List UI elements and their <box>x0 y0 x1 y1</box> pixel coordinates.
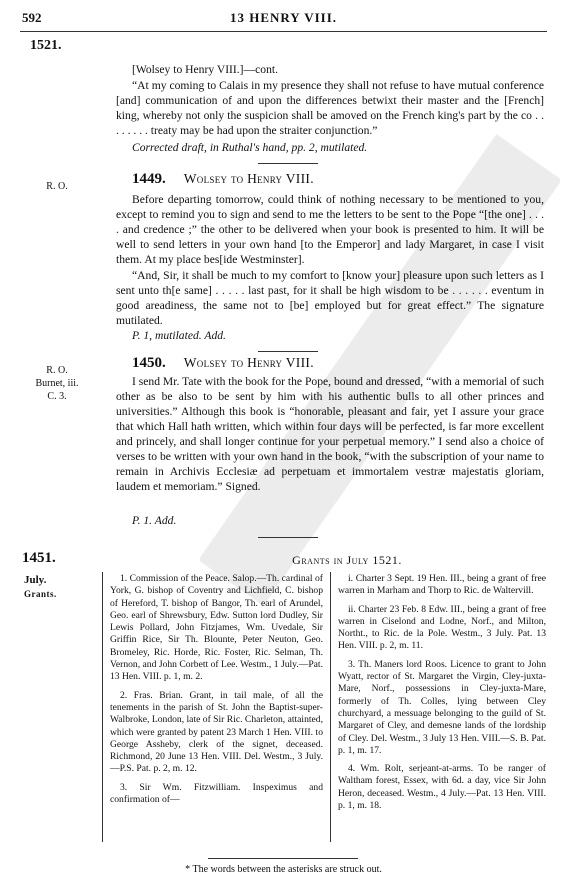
grants-left-column <box>110 573 323 812</box>
entry-1449-heading: Wolsey to Henry VIII. <box>183 171 314 186</box>
page-number: 592 <box>22 10 42 25</box>
entry-1451-number-text: 1451. <box>22 550 56 566</box>
margin-line: Grants. <box>24 589 57 599</box>
margin-line: R. O. <box>46 365 68 376</box>
section-divider <box>258 537 318 538</box>
grant-entry: 2. Fras. Brian. Grant, in tail male, of all the tenements in the parish of St. John the Baptist-super-Walbroke, London, late of Sir Ric. Charleton, attainted, which were granted by patent 23 March 1 Hen. VIII. to George Assheby, clerk of the signet, deceased. Richmond, 20 June 13 Hen. VIII. Del. Westm., 3 July.—P.S. Pat. p. 2, m. 12. <box>110 689 323 775</box>
footnote-rule <box>208 858 358 859</box>
continuation-note: Corrected draft, in Ruthal's hand, pp. 2, mutilated. <box>132 141 368 154</box>
entry-1451-margin <box>24 573 104 601</box>
grant-entry: 3. Sir Wm. Fitzwilliam. Inspeximus and confirmation of— <box>110 781 323 806</box>
grant-entry: 3. Th. Maners lord Roos. Licence to grant to John Wyatt, rector of St. Margaret the Virgin, Cley-juxta-Mare, Norf., possessions in Cley-juxta-Mare, formerly of Th. Colles, lying between Cley churchyard, a messuage belonging to the guild of St. Margaret of Cley, and demesne lands of the lordship of Cley. Del. Westm., 3 July 13 Hen. VIII.—S. B. Pat. p. 1, m. 17. <box>338 658 546 756</box>
margin-line: Burnet, iii. <box>35 378 79 389</box>
entry-1450-heading-row <box>132 354 544 372</box>
entry-1451-heading: Grants in July 1521. <box>292 553 402 567</box>
entry-1450-para: I send Mr. Tate with the book for the Pope, bound and dressed, “with a memorial of such other as be also to be sent by him with his authentic bulls to all other princes and universities.” Although this book is “honorable, pleasant and fair, yet I assure your grace that which Hall hath written, which within four days will be perfected, is far more excellent and princely, and shall longer continue for your perpetual memory.” I send also a choice of verses to be written with your own hand in the book, “with the subscription of your name to remain in Archivis Ecclesiæ ad perpetuam et immortalem vestræ majestatis gloriam, laudem et memoriam.” Signed. <box>116 375 544 493</box>
grant-entry: 4. Wm. Rolt, serjeant-at-arms. To be ranger of Waltham forest, Essex, with 6d. a day, vice Sir John Heron, deceased. Westm., 4 July.—Pat. 13 Hen. VIII. p. 1, m. 18. <box>338 763 546 812</box>
entry-1449-margin: R. O. <box>46 181 68 192</box>
entry-1450-margin <box>22 364 92 403</box>
year-label: 1521. <box>30 38 62 53</box>
entry-1449-number: 1449. <box>132 171 166 187</box>
margin-line: July. <box>24 574 47 586</box>
continuation-text: “At my coming to Calais in my presence they shall not refuse to have mutual conference [and] communication of and upon the differences betwixt their master and the [French] king, whereby not only the suspicion shall be amoved on the French king's part by the co . . . . . . . . treaty may be had upon the straiter conjunction.” <box>116 79 544 137</box>
entry-1450-note: P. 1. Add. <box>132 514 177 527</box>
header-divider <box>20 31 547 32</box>
grant-entry: ii. Charter 23 Feb. 8 Edw. III., being a grant of free warren in Ciselond and Lodne, Norf., and Milton, Northt., to Ric. de la Pole. Westm., 3 July. Pat. 13 Hen. VIII. p. 2, m. 11. <box>338 603 546 652</box>
grants-right-column <box>338 573 546 818</box>
margin-column-divider <box>102 572 103 842</box>
grant-entry: 1. Commission of the Peace. Salop.—Th. cardinal of York, G. bishop of Coventry and Lichfield, C. bishop of Hereford, T. bishop of Bangor, Th. earl of Arundel, Geo. earl of Shrewsbury, Edw. Sutton lord Dudley, Sir Lewis Pollard, John Fitzjames, Wm. Uvedale, Sir Griffin Rice, Sir Th. Blounte, Peter Neuton, Geo. Bromeley, Ric. Horde, Ric. Foster, Ric. Selman, Th. Vernon, and John Corbett of Lee. Westm., 1 July.—Pat. 13 Hen. VIII. p. 1, m. 2. <box>110 573 323 683</box>
section-divider <box>258 351 318 352</box>
margin-line: C. 3. <box>47 391 67 402</box>
entry-1449-note: P. 1, mutilated. Add. <box>132 329 226 342</box>
entry-1449-para2: “And, Sir, it shall be much to my comfort to [know your] pleasure upon such letters as I sent unto th[e same] . . . . . last past, for it shall be high wisdom to be . . . . . . eventum in good areadiness, the same not to [be] employed but for great effect.” The signature mutilated. <box>116 269 544 327</box>
entry-1449-para1: Before departing tomorrow, could think of nothing necessary to be mentioned to you, except to remind you to sign and send to me the letters to be sent to the Pope “[the one] . . . . and credence ;” the other to be delivered when your book is presented to him. It will be well to send letters in your own hand [to the Emperor] and lady Margaret, in case I visit them. At my place bes[ide Westminster]. <box>116 193 544 266</box>
entry-1451-number <box>22 549 112 567</box>
footnote: * The words between the asterisks are struck out. <box>185 864 382 875</box>
continuation-heading-text: [Wolsey to Henry VIII.]—cont. <box>132 63 278 76</box>
column-divider <box>330 572 331 842</box>
continuation-heading <box>132 62 544 77</box>
section-divider <box>258 163 318 164</box>
entry-1450-heading: Wolsey to Henry VIII. <box>183 355 314 370</box>
page-title: 13 HENRY VIII. <box>229 10 338 25</box>
entry-1449-heading-row <box>132 170 544 188</box>
grant-entry: i. Charter 3 Sept. 19 Hen. III., being a grant of free warren in Marham and Thorp to Ric. de Waltervill. <box>338 573 546 597</box>
entry-1450-number: 1450. <box>132 355 166 371</box>
